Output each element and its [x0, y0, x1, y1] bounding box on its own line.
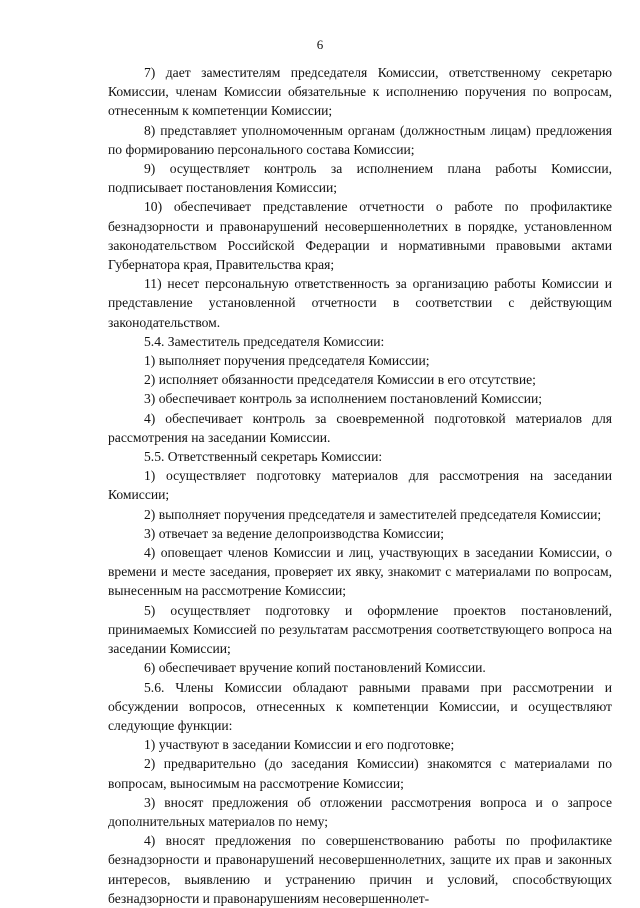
document-body: [108, 63, 612, 908]
paragraph: 1) осуществляет подготовку материалов для рассмотрения на заседании Комиссии;: [108, 468, 612, 503]
section-heading: 5.5. Ответственный секретарь Комиссии:: [144, 449, 383, 465]
paragraph: 2) исполняет обязанности председателя Комиссии в его отсутствие;: [144, 372, 536, 388]
paragraph: 2) выполняет поручения председателя и заместителей председателя Комиссии;: [144, 506, 602, 522]
paragraph: 6) обеспечивает вручение копий постановлений Комиссии.: [144, 660, 486, 676]
paragraph: 4) вносят предложения по совершенствованию работы по профилактике безнадзорности и правонарушений несовершеннолетних, защите их прав и законных интересов, выявлению и устранению причин и условий, способствующих безнадзорности и правонарушениям несовершеннолет-: [108, 833, 612, 906]
paragraph: 1) выполняет поручения председателя Комиссии;: [144, 353, 430, 369]
paragraph: 9) осуществляет контроль за исполнением плана работы Комиссии, подписывает постановления Комиссии;: [108, 161, 612, 196]
paragraph: 1) участвуют в заседании Комиссии и его подготовке;: [144, 737, 455, 753]
paragraph: 3) вносят предложения об отложении рассмотрения вопроса и о запросе дополнительных материалов по нему;: [108, 794, 612, 829]
section-heading: 5.6. Члены Комиссии обладают равными правами при рассмотрении и обсуждении вопросов, отнесенных к компетенции Комиссии, и осуществляют следующие функции:: [108, 679, 612, 733]
paragraph: 10) обеспечивает представление отчетности о работе по профилактике безнадзорности и правонарушений несовершеннолетних в порядке, установленном законодательством Российской Федерации и нормативными правовыми актами Губернатора края, Правительства края;: [108, 199, 612, 273]
paragraph: 3) отвечает за ведение делопроизводства Комиссии;: [144, 525, 445, 541]
section-heading: 5.4. Заместитель председателя Комиссии:: [144, 333, 385, 349]
paragraph: 3) обеспечивает контроль за исполнением постановлений Комиссии;: [144, 391, 543, 407]
paragraph: 4) обеспечивает контроль за своевременной подготовкой материалов для рассмотрения на заседании Комиссии.: [108, 410, 612, 445]
paragraph: 11) несет персональную ответственность за организацию работы Комиссии и представление установленной отчетности в соответствии с действующим законодательством.: [108, 276, 612, 330]
paragraph: 7) дает заместителям председателя Комиссии, ответственному секретарю Комиссии, членам Комиссии обязательные к исполнению поручения по вопросам, отнесенным к компетенции Комиссии;: [108, 65, 612, 119]
paragraph: 4) оповещает членов Комиссии и лиц, участвующих в заседании Комиссии, о времени и месте заседания, проверяет их явку, знакомит с материалами по вопросам, вынесенным на рассмотрение Комиссии;: [108, 545, 612, 599]
paragraph: 5) осуществляет подготовку и оформление проектов постановлений, принимаемых Комиссией по результатам рассмотрения соответствующего вопроса на заседании Комиссии;: [108, 602, 612, 657]
paragraph: 2) предварительно (до заседания Комиссии) знакомятся с материалами по вопросам, выносимым на рассмотрение Комиссии;: [108, 756, 612, 791]
paragraph: 8) представляет уполномоченным органам (должностным лицам) предложения по формированию персонального состава Комиссии;: [108, 122, 612, 157]
page-number: 6: [316, 37, 324, 52]
